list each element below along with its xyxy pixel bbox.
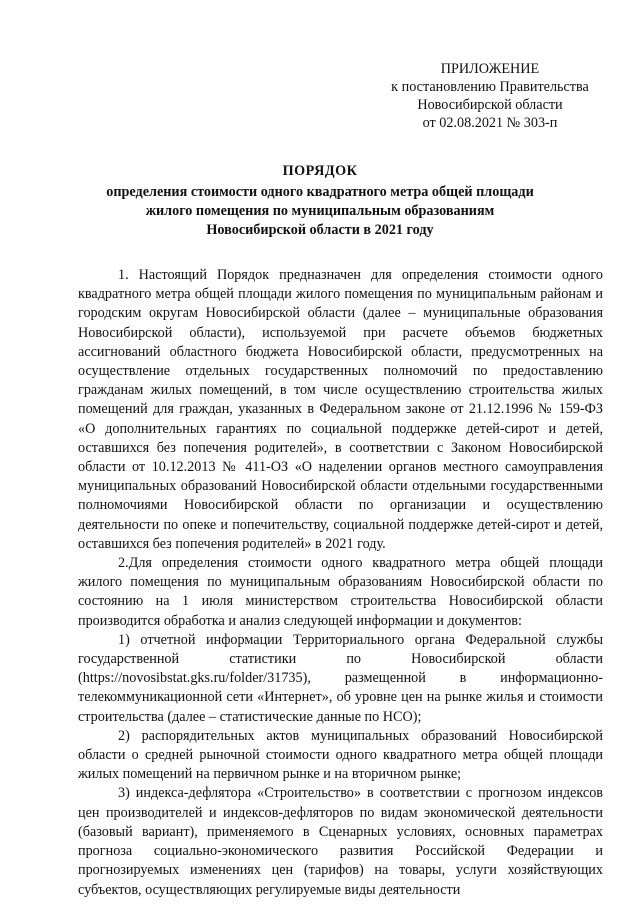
document-title [90, 162, 550, 240]
title-main: ПОРЯДОК [282, 163, 358, 179]
document-body [78, 266, 603, 900]
title-subtitle-1: определения стоимости одного квадратного метра общей площади [106, 184, 534, 200]
appendix-line-1: к постановлению Правительства [391, 79, 589, 95]
appendix-label: ПРИЛОЖЕНИЕ [440, 61, 540, 77]
title-subtitle-3: Новосибирской области в 2021 году [206, 222, 434, 238]
paragraph-2-item-2: 2) распорядительных актов муниципальных образований Новосибирской области о средней рыночной стоимости одного квадратного метра общей площади жилых помещений на первичном рынке и на вторичном рынке; [78, 727, 603, 783]
paragraph-2-item-1: 1) отчетной информации Территориального органа Федеральной службы государственной статистики по Новосибирской области (https://novosibstat.gks.ru/folder/31735), размещенной в информационно-телекоммуникационной сети «Интернет», об уровне цен на рынке жилья и стоимости строительства (далее – статистические данные по НСО); [78, 631, 603, 725]
appendix-line-3: от 02.08.2021 № 303-п [422, 115, 558, 131]
title-subtitle-2: жилого помещения по муниципальным образованиям [145, 203, 495, 219]
paragraph-2-item-3: 3) индекса-дефлятора «Строительство» в соответствии с прогнозом индексов цен производителей и индексов-дефляторов по видам экономической деятельности (базовый вариант), применяемого в Сценарных условиях, основных параметрах прогноза социально-экономического развития Российской Федерации и прогнозируемых изменениях цен (тарифов) на товары, услуги хозяйствующих субъектов, осуществляющих регулируемые виды деятельности [78, 785, 603, 898]
paragraph-1: 1. Настоящий Порядок предназначен для определения стоимости одного квадратного метра общей площади жилого помещения по муниципальным районам и городским округам Новосибирской области (далее – муниципальные образования Новосибирской области), используемой при расчете объемов бюджетных ассигнований областного бюджета Новосибирской области, предусмотренных на осуществление отдельных государственных полномочий по предоставлению гражданам жилых помещений, в том числе осуществлению строительства жилых помещений для граждан, указанных в Федеральном законе от 21.12.1996 № 159-ФЗ «О дополнительных гарантиях по социальной поддержке детей-сирот и детей, оставшихся без попечения родителей», в соответствии с Законом Новосибирской области от 10.12.2013 № 411-ОЗ «О наделении органов местного самоуправления муниципальных образований Новосибирской области отдельными государственными полномочиями Новосибирской области по организации и осуществлению деятельности по опеке и попечительству, социальной поддержке детей-сирот и детей, оставшихся без попечения родителей» в 2021 году. [78, 267, 603, 552]
appendix-line-2: Новосибирской области [417, 97, 563, 113]
paragraph-2: 2.Для определения стоимости одного квадратного метра общей площади жилого помещения по муниципальным образованиям Новосибирской области по состоянию на 1 июля министерством строительства Новосибирской области производится обработка и анализ следующей информации и документов: [78, 555, 603, 629]
appendix-block [380, 60, 600, 132]
